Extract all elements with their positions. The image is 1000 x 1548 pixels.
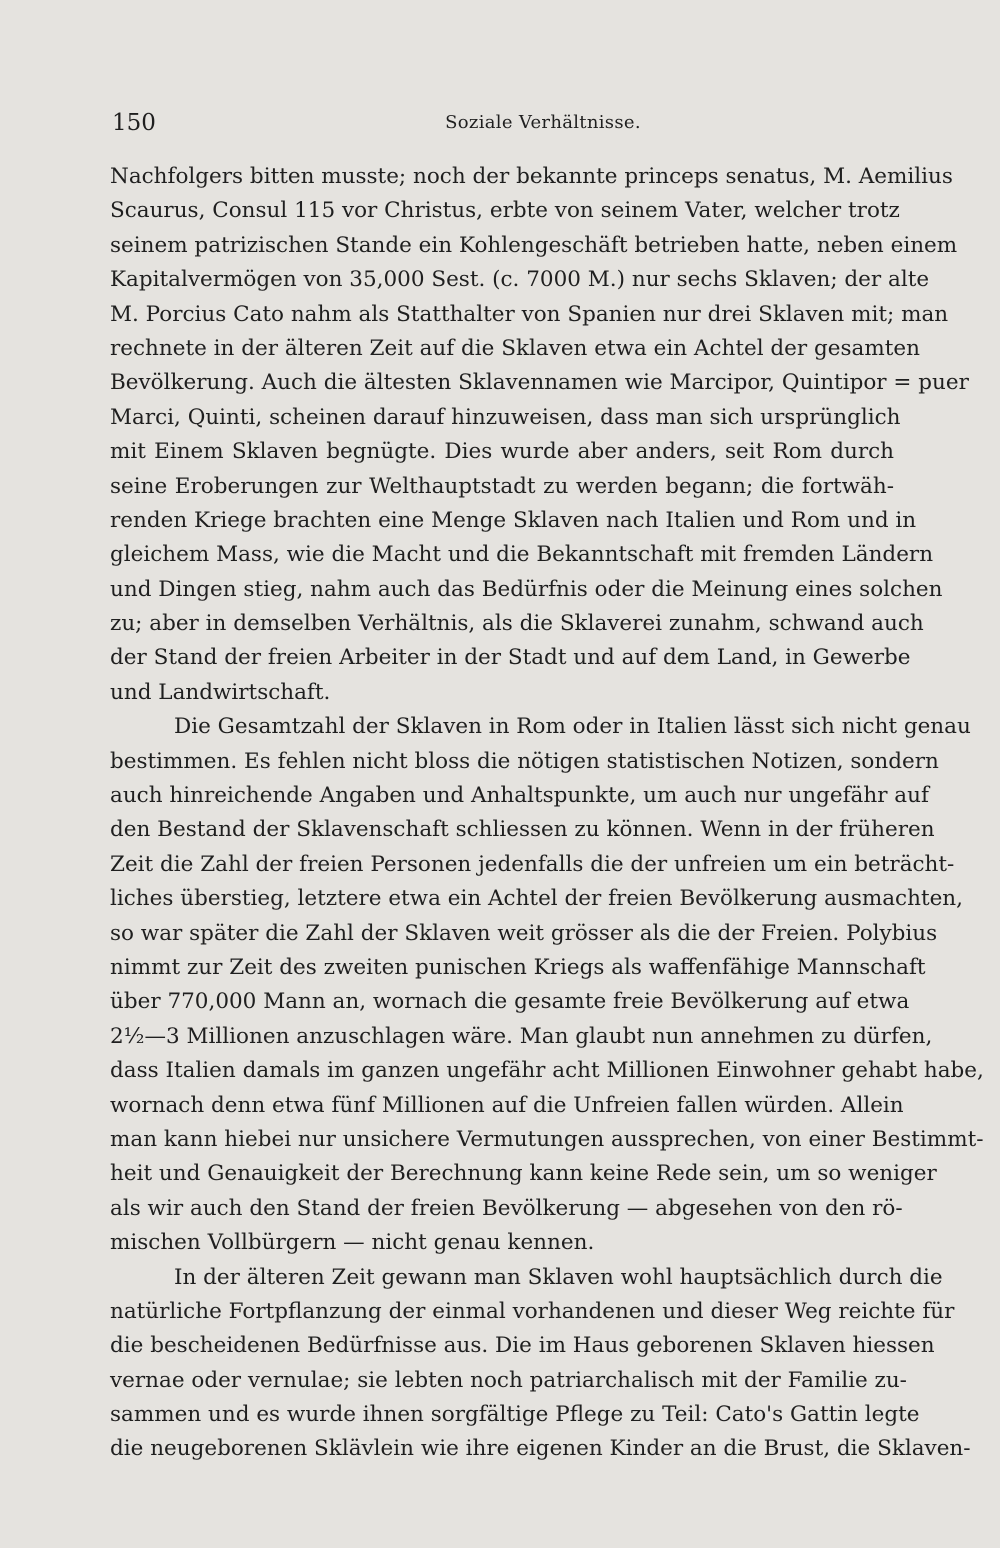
running-head [112,110,896,140]
text-line: so war später die Zahl der Sklaven weit grösser als die der Freien. Polybius [110,920,938,946]
body-text [110,160,984,1467]
text-line: In der älteren Zeit gewann man Sklaven wohl hauptsächlich durch die [174,1264,943,1290]
text-line: liches überstieg, letztere etwa ein Achtel der freien Bevölkerung ausmachten, [110,886,963,912]
text-line: man kann hiebei nur unsichere Vermutungen aussprechen, von einer Bestimmt- [110,1126,984,1152]
text-line: über 770,000 Mann an, wornach die gesamte freie Bevölkerung auf etwa [110,989,910,1015]
text-line: natürliche Fortpflanzung der einmal vorhandenen und dieser Weg reichte für [110,1298,955,1324]
text-line: M. Porcius Cato nahm als Statthalter von Spanien nur drei Sklaven mit; man [110,301,949,327]
text-line: mit Einem Sklaven begnügte. Dies wurde aber anders, seit Rom durch [110,439,894,465]
text-line: und Landwirtschaft. [110,679,331,705]
text-line: mischen Vollbürgern — nicht genau kennen. [110,1230,595,1256]
text-line: die bescheidenen Bedürfnisse aus. Die im Haus geborenen Sklaven hiessen [110,1333,935,1359]
text-line: seinem patrizischen Stande ein Kohlengeschäft betrieben hatte, neben einem [110,232,958,258]
paragraph-2 [110,710,984,1260]
paragraph-1 [110,160,969,710]
text-line: nimmt zur Zeit des zweiten punischen Kriegs als waffenfähige Mannschaft [110,954,926,980]
text-line: heit und Genauigkeit der Berechnung kann keine Rede sein, um so weniger [110,1161,937,1187]
page-number: 150 [112,110,156,136]
text-line: Bevölkerung. Auch die ältesten Sklavennamen wie Marcipor, Quintipor = puer [110,370,969,396]
running-title: Soziale Verhältnisse. [445,112,641,133]
text-line: vernae oder vernulae; sie lebten noch patriarchalisch mit der Familie zu- [110,1367,907,1393]
text-line: wornach denn etwa fünf Millionen auf die Unfreien fallen würden. Allein [110,1092,904,1118]
text-line: auch hinreichende Angaben und Anhaltspunkte, um auch nur ungefähr auf [110,783,929,809]
text-line: sammen und es wurde ihnen sorgfältige Pflege zu Teil: Cato's Gattin legte [110,1402,920,1428]
text-line: rechnete in der älteren Zeit auf die Sklaven etwa ein Achtel der gesamten [110,335,920,361]
paragraph-3 [110,1261,971,1467]
text-line: Zeit die Zahl der freien Personen jedenfalls die der unfreien um ein beträcht- [110,851,955,877]
text-line: zu; aber in demselben Verhältnis, als die Sklaverei zunahm, schwand auch [110,611,924,637]
text-line: und Dingen stieg, nahm auch das Bedürfnis oder die Meinung eines solchen [110,576,943,602]
text-line: Scaurus, Consul 115 vor Christus, erbte von seinem Vater, welcher trotz [110,198,900,224]
text-line: 2½—3 Millionen anzuschlagen wäre. Man glaubt nun annehmen zu dürfen, [110,1023,933,1049]
text-line: Marci, Quinti, scheinen darauf hinzuweisen, dass man sich ursprünglich [110,404,901,430]
text-line: bestimmen. Es fehlen nicht bloss die nötigen statistischen Notizen, sondern [110,748,939,774]
text-line: Kapitalvermögen von 35,000 Sest. (c. 7000 M.) nur sechs Sklaven; der alte [110,267,930,293]
text-line: der Stand der freien Arbeiter in der Stadt und auf dem Land, in Gewerbe [110,645,911,671]
text-line: dass Italien damals im ganzen ungefähr acht Millionen Einwohner gehabt habe, [110,1058,984,1084]
text-line: renden Kriege brachten eine Menge Sklaven nach Italien und Rom und in [110,507,917,533]
text-line: Nachfolgers bitten musste; noch der bekannte princeps senatus, M. Aemilius [110,164,953,189]
text-line: gleichem Mass, wie die Macht und die Bekanntschaft mit fremden Ländern [110,542,934,568]
text-line: die neugeborenen Sklävlein wie ihre eigenen Kinder an die Brust, die Sklaven- [110,1436,971,1462]
text-line: seine Eroberungen zur Welthauptstadt zu werden begann; die fortwäh- [110,473,894,499]
text-line: den Bestand der Sklavenschaft schliessen zu können. Wenn in der früheren [110,817,935,843]
text-line: als wir auch den Stand der freien Bevölkerung — abgesehen von den rö- [110,1195,903,1221]
text-line: Die Gesamtzahl der Sklaven in Rom oder in Italien lässt sich nicht genau [174,714,971,740]
